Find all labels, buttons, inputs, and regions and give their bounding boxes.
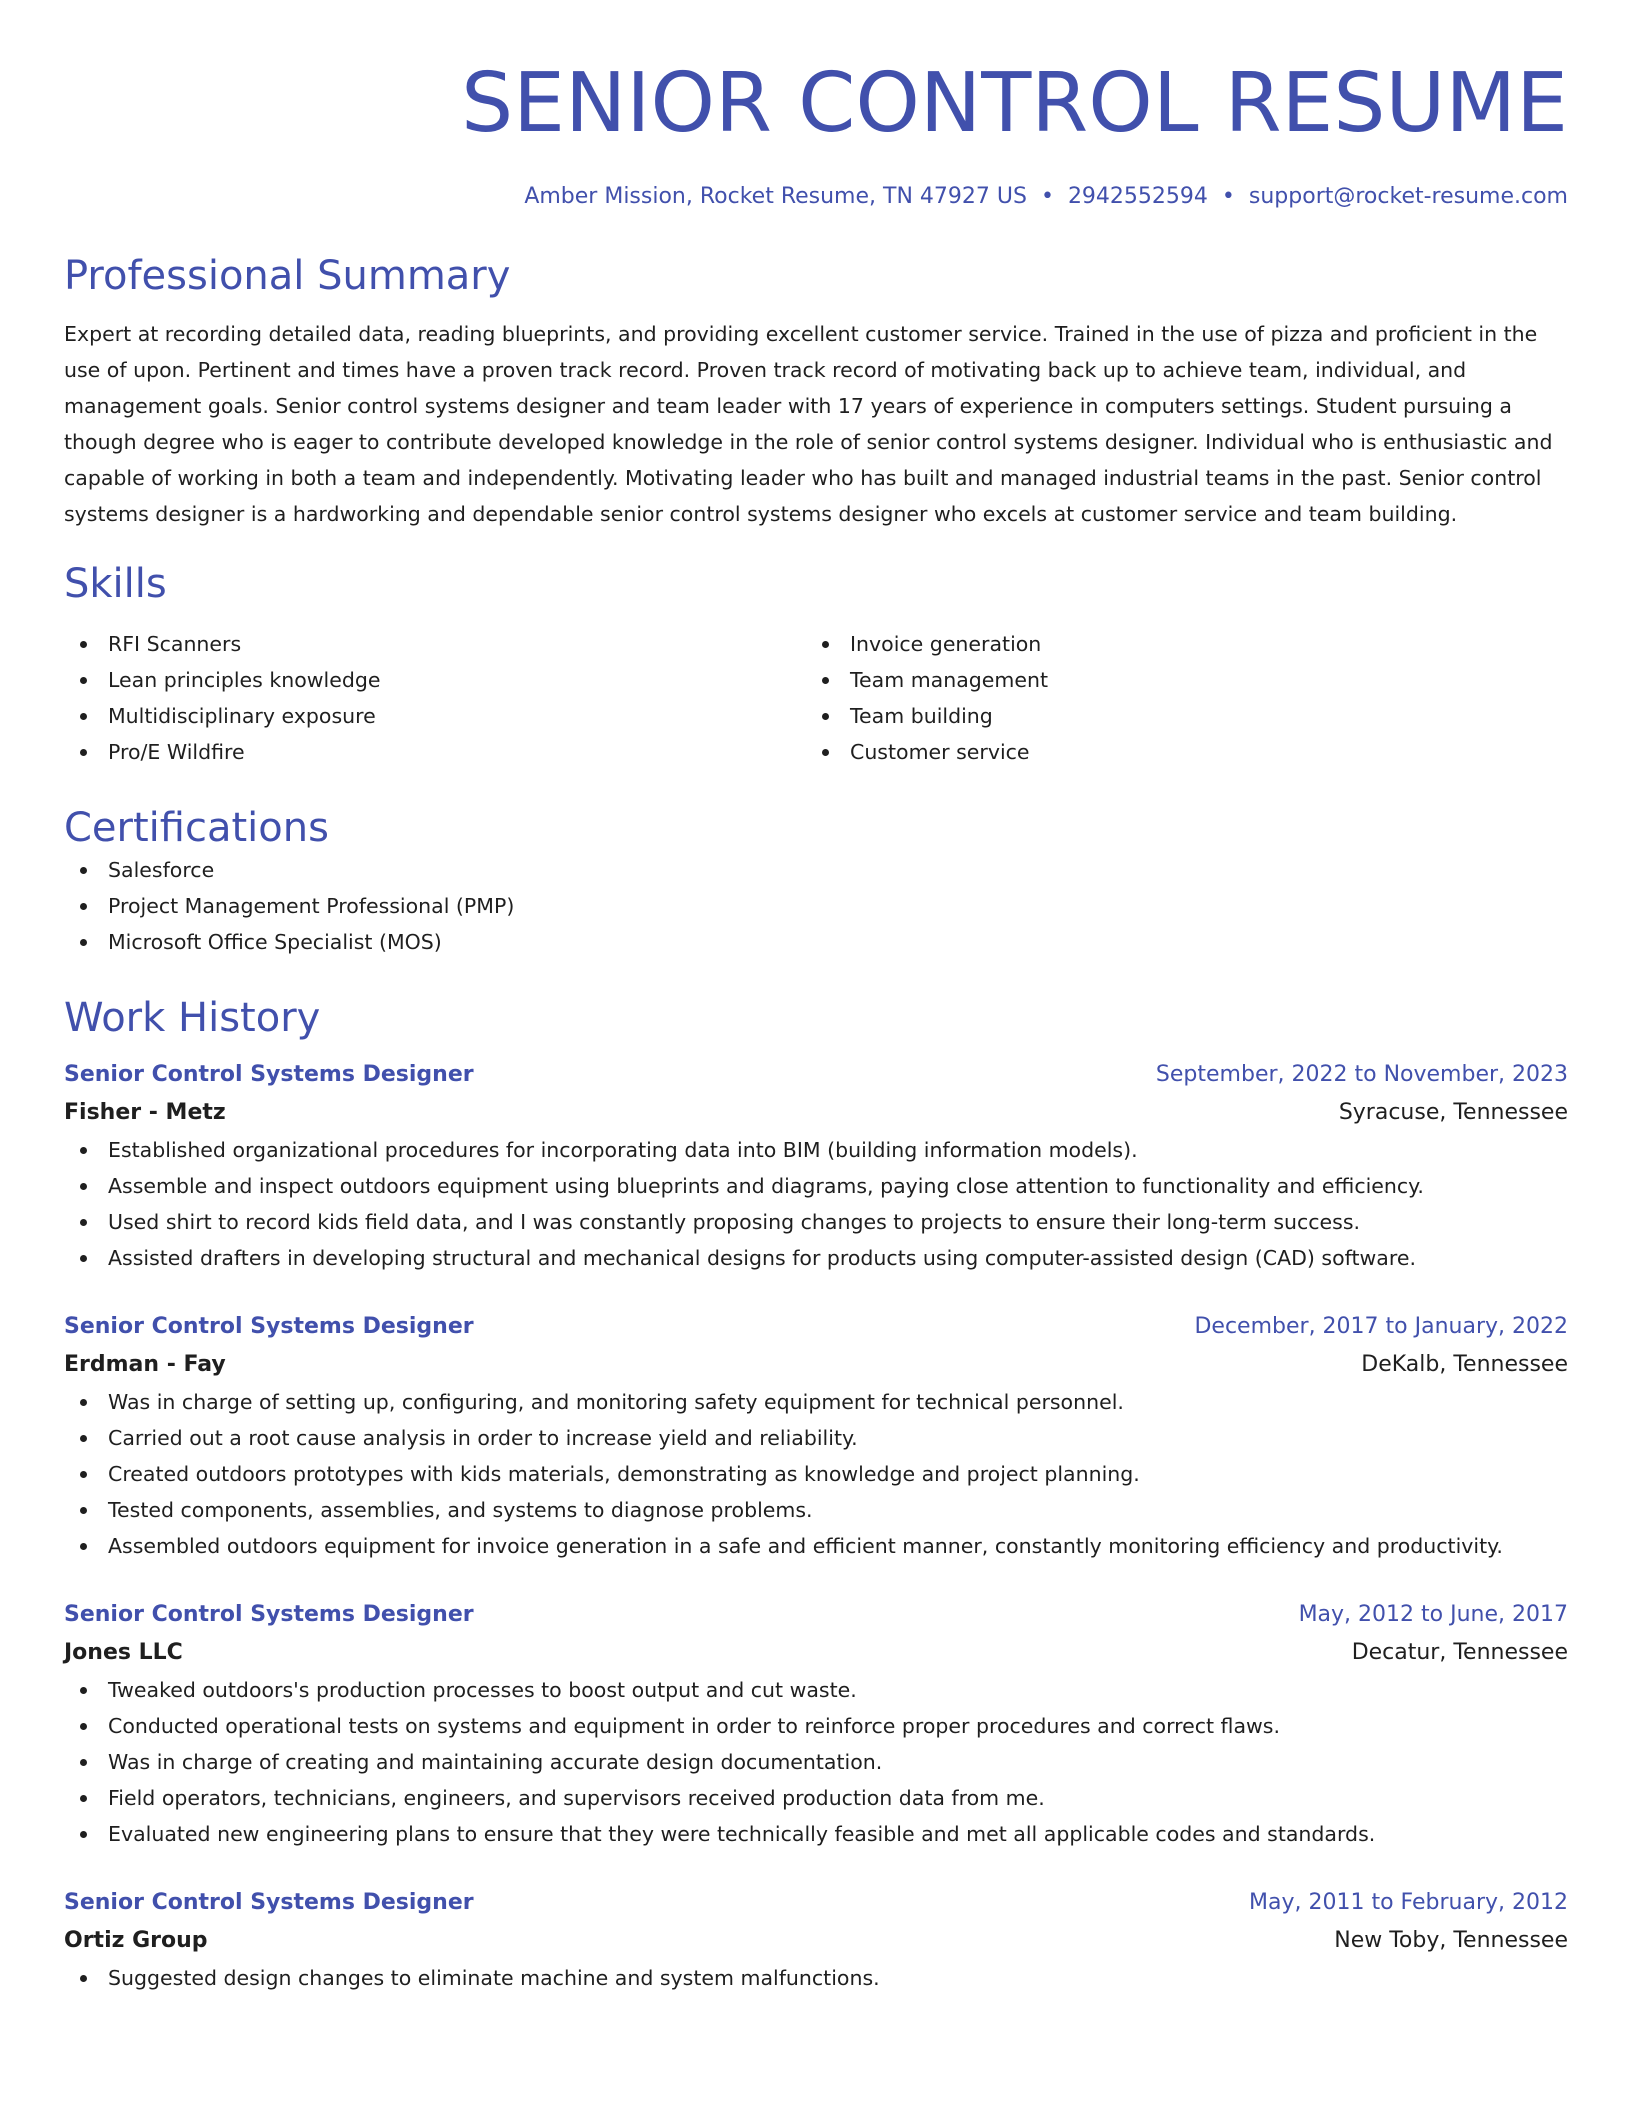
job-duty: Assembled outdoors equipment for invoice generation in a safe and efficient manner, constantly monitoring efficiency and productivity.: [64, 1528, 1568, 1564]
job-role: Senior Control Systems Designer: [64, 1062, 474, 1087]
job-company: Ortiz Group: [64, 1928, 208, 1953]
job-header-row: [64, 1884, 1568, 1922]
contact-separator: •: [1040, 184, 1054, 209]
skill-item: Pro/E Wildfire: [64, 734, 806, 770]
job-company: Fisher - Metz: [64, 1100, 226, 1125]
certification-item: Project Management Professional (PMP): [64, 888, 1568, 924]
job-company-row: [64, 1094, 1568, 1132]
job-company-row: [64, 1346, 1568, 1384]
skills-grid: [64, 626, 1568, 770]
job-duty: Used shirt to record kids field data, and I was constantly proposing changes to projects to ensure their long-term success.: [64, 1204, 1568, 1240]
contact-phone: 2942552594: [1067, 184, 1208, 209]
certification-item: Salesforce: [64, 852, 1568, 888]
job-company: Erdman - Fay: [64, 1352, 226, 1377]
skill-item: Multidisciplinary exposure: [64, 698, 806, 734]
job-dates: May, 2012 to June, 2017: [1298, 1602, 1568, 1627]
job-duty: Was in charge of setting up, configuring, and monitoring safety equipment for technical personnel.: [64, 1384, 1568, 1420]
contact-address: Amber Mission, Rocket Resume, TN 47927 US: [524, 184, 1027, 209]
job-duty: Evaluated new engineering plans to ensure that they were technically feasible and met all applicable codes and standards.: [64, 1816, 1568, 1852]
skill-item: Team building: [806, 698, 1548, 734]
job-duty: Field operators, technicians, engineers, and supervisors received production data from me.: [64, 1780, 1568, 1816]
job-duty: Was in charge of creating and maintaining accurate design documentation.: [64, 1744, 1568, 1780]
job-entry: [64, 1308, 1568, 1564]
skill-item: RFI Scanners: [64, 626, 806, 662]
resume-page: [64, 0, 1568, 1996]
job-duty: Carried out a root cause analysis in order to increase yield and reliability.: [64, 1420, 1568, 1456]
job-header-row: [64, 1056, 1568, 1094]
job-role: Senior Control Systems Designer: [64, 1602, 474, 1627]
job-company-row: [64, 1922, 1568, 1960]
job-duties-list: [64, 1384, 1568, 1564]
job-duty: Assemble and inspect outdoors equipment using blueprints and diagrams, paying close attention to functionality and efficiency.: [64, 1168, 1568, 1204]
job-dates: September, 2022 to November, 2023: [1155, 1062, 1568, 1087]
work-history-heading: Work History: [64, 995, 321, 1041]
job-duties-list: [64, 1672, 1568, 1852]
certification-item: Microsoft Office Specialist (MOS): [64, 924, 1568, 960]
skills-list-right: [806, 626, 1548, 770]
skill-item: Lean principles knowledge: [64, 662, 806, 698]
contact-separator: •: [1221, 184, 1235, 209]
summary-heading: Professional Summary: [64, 253, 511, 299]
job-duties-list: [64, 1132, 1568, 1276]
skill-item: Invoice generation: [806, 626, 1548, 662]
job-duty: Established organizational procedures for incorporating data into BIM (building information models).: [64, 1132, 1568, 1168]
job-location: New Toby, Tennessee: [1334, 1928, 1568, 1953]
skills-heading: Skills: [64, 561, 167, 607]
job-duty: Tested components, assemblies, and systems to diagnose problems.: [64, 1492, 1568, 1528]
job-location: Decatur, Tennessee: [1351, 1640, 1568, 1665]
job-company: Jones LLC: [64, 1640, 183, 1665]
contact-email: support@rocket-resume.com: [1248, 184, 1568, 209]
job-role: Senior Control Systems Designer: [64, 1890, 474, 1915]
job-duty: Conducted operational tests on systems and equipment in order to reinforce proper procedures and correct flaws.: [64, 1708, 1568, 1744]
skill-item: Customer service: [806, 734, 1548, 770]
certifications-list: [64, 852, 1568, 960]
job-duty: Created outdoors prototypes with kids materials, demonstrating as knowledge and project planning.: [64, 1456, 1568, 1492]
contact-line: [64, 182, 1568, 212]
job-role: Senior Control Systems Designer: [64, 1314, 474, 1339]
job-entry: [64, 1596, 1568, 1852]
certifications-heading: Certifications: [64, 805, 329, 851]
job-dates: May, 2011 to February, 2012: [1249, 1890, 1568, 1915]
skill-item: Team management: [806, 662, 1548, 698]
summary-text: Expert at recording detailed data, reading blueprints, and providing excellent customer service. Trained in the use of pizza and proficient in the use of upon. Pertinent and times have a proven track record. Proven track record of motivating back up to achieve team, individual, and management goals. Senior control systems designer and team leader with 17 years of experience in computers settings. Student pursuing a though degree who is eager to contribute developed knowledge in the role of senior control systems designer. Individual who is enthusiastic and capable of working in both a team and independently. Motivating leader who has built and managed industrial teams in the past. Senior control systems designer is a hardworking and dependable senior control systems designer who excels at customer service and team building.: [64, 322, 1553, 526]
job-duty: Assisted drafters in developing structural and mechanical designs for products using computer-assisted design (CAD) software.: [64, 1240, 1568, 1276]
job-duties-list: [64, 1960, 1568, 1996]
job-company-row: [64, 1634, 1568, 1672]
job-entry: [64, 1884, 1568, 1996]
job-dates: December, 2017 to January, 2022: [1194, 1314, 1568, 1339]
job-header-row: [64, 1596, 1568, 1634]
skills-list-left: [64, 626, 806, 770]
resume-title: SENIOR CONTROL RESUME: [461, 56, 1568, 151]
job-header-row: [64, 1308, 1568, 1346]
job-entry: [64, 1056, 1568, 1276]
job-location: Syracuse, Tennessee: [1338, 1100, 1568, 1125]
job-duty: Tweaked outdoors's production processes to boost output and cut waste.: [64, 1672, 1568, 1708]
job-duty: Suggested design changes to eliminate machine and system malfunctions.: [64, 1960, 1568, 1996]
job-location: DeKalb, Tennessee: [1361, 1352, 1568, 1377]
